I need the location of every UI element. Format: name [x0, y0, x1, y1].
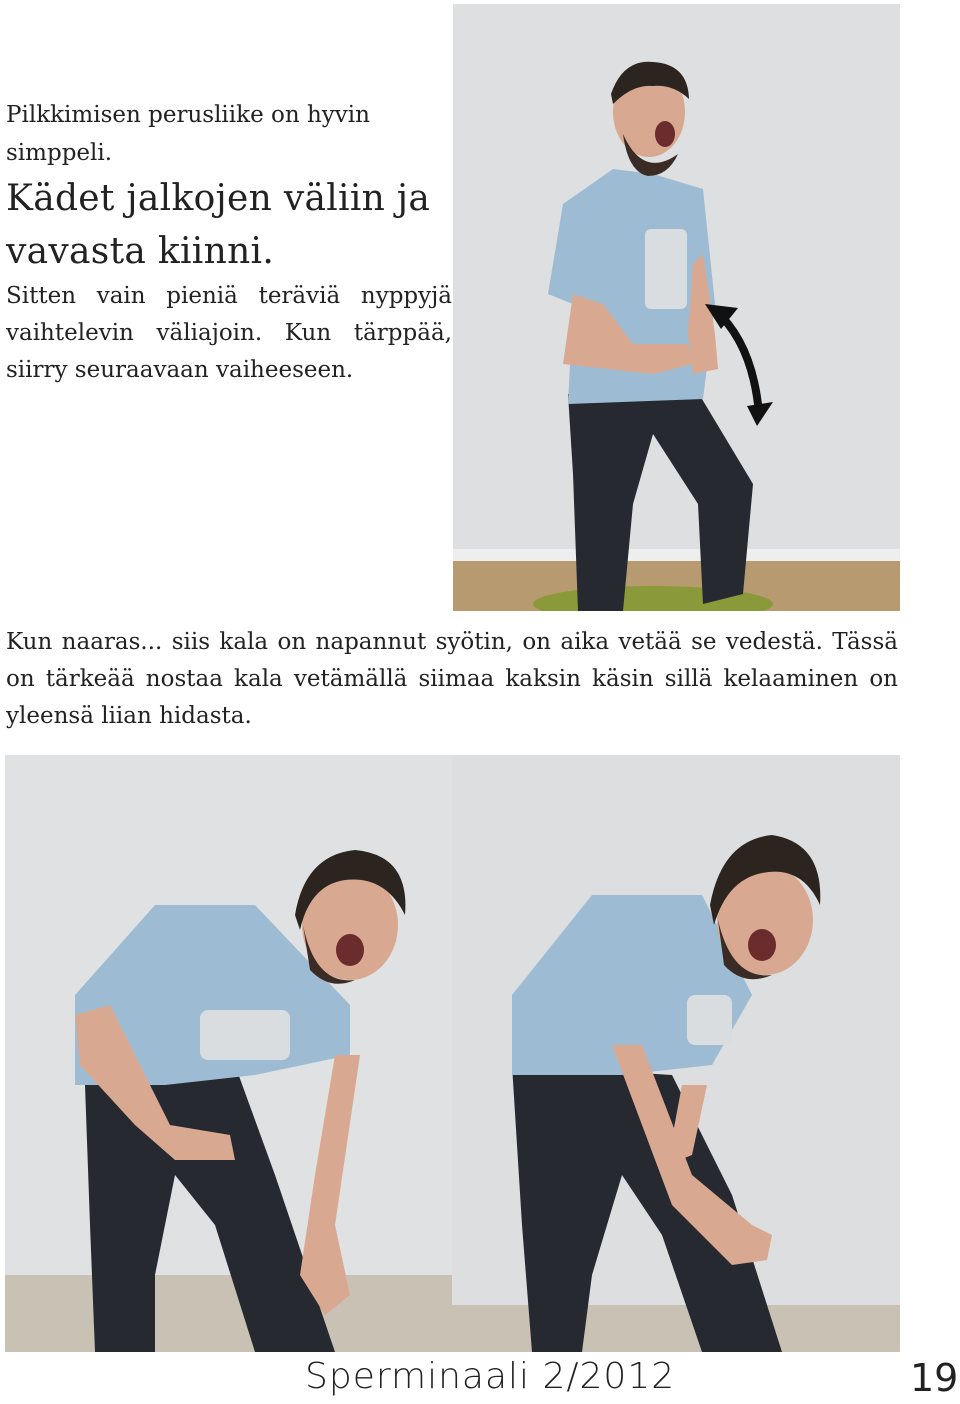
intro-text	[6, 96, 452, 389]
body-paragraph: Kun naaras... siis kala on napannut syötin, on aika vetää se vedestä. Tässä on tärkeää nostaa kala vetämällä siimaa kaksin käsin sillä kelaaminen on yleensä liian hidasta.	[6, 629, 898, 729]
page-number: 19	[910, 1356, 959, 1400]
magazine-title: Sperminaali 2/2012	[305, 1356, 676, 1397]
photo-jigging-pose	[453, 4, 900, 611]
intro-instructions: Sitten vain pieniä teräviä nyppyjä vaihtelevin väliajoin. Kun tärppää, siirry seuraavaan vaiheeseen.	[6, 283, 452, 383]
photo-reeling-pose-2	[452, 755, 900, 1352]
intro-emphasis: Kädet jalkojen väliin ja vavasta kiinni.	[6, 178, 431, 272]
intro-line: Pilkkimisen perusliike on hyvin simppeli.	[6, 102, 370, 166]
photo-reeling-pose-1	[5, 755, 452, 1352]
